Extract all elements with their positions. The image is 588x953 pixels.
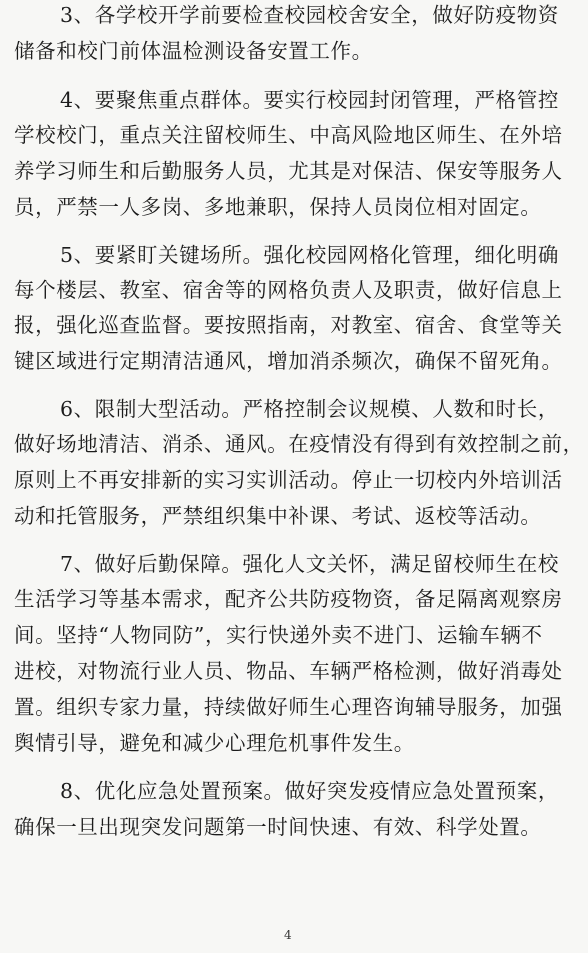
page-number: 4 [284, 928, 292, 942]
text-line: 每个楼层、教室、宿舍等的网格负责人及职责，做好信息上 [14, 278, 563, 302]
text-line: 8、优化应急处置预案。做好突发疫情应急处置预案， [60, 779, 559, 803]
text-line: 6、限制大型活动。严格控制会议规模、人数和时长， [60, 397, 559, 421]
text-line: 储备和校门前体温检测设备安置工作。 [14, 39, 373, 63]
text-line: 间。坚持“人物同防”，实行快递外卖不进门、运输车辆不 [14, 623, 543, 647]
text-line: 员，严禁一人多岗、多地兼职，保持人员岗位相对固定。 [14, 195, 542, 219]
text-line: 7、做好后勤保障。强化人文关怀，满足留校师生在校 [60, 552, 559, 576]
text-line: 原则上不再安排新的实习实训活动。停止一切校内外培训活 [14, 468, 563, 492]
text-line: 进校，对物流行业人员、物品、车辆严格检测，做好消毒处 [14, 659, 563, 683]
text-line: 3、各学校开学前要检查校园校舍安全，做好防疫物资 [60, 3, 559, 27]
text-line: 确保一旦出现突发问题第一时间快速、有效、科学处置。 [14, 815, 542, 839]
text-line: 5、要紧盯关键场所。强化校园网格化管理，细化明确 [60, 243, 559, 267]
text-line: 做好场地清洁、消杀、通风。在疫情没有得到有效控制之前， [14, 432, 584, 456]
text-line: 动和托管服务，严禁组织集中补课、考试、返校等活动。 [14, 504, 542, 528]
text-line: 生活学习等基本需求，配齐公共防疫物资，备足隔离观察房 [14, 587, 563, 611]
text-line: 4、要聚焦重点群体。要实行校园封闭管理，严格管控 [60, 88, 559, 112]
text-line: 舆情引导，避免和减少心理危机事件发生。 [14, 731, 415, 755]
text-line: 键区域进行定期清洁通风，增加消杀频次，确保不留死角。 [14, 349, 563, 373]
text-line: 养学习师生和后勤服务人员，尤其是对保洁、保安等服务人 [14, 159, 563, 183]
text-line: 学校校门，重点关注留校师生、中高风险地区师生、在外培 [14, 123, 563, 147]
text-line: 置。组织专家力量，持续做好师生心理咨询辅导服务，加强 [14, 695, 563, 719]
text-line: 报，强化巡查监督。要按照指南，对教室、宿舍、食堂等关 [14, 313, 563, 337]
